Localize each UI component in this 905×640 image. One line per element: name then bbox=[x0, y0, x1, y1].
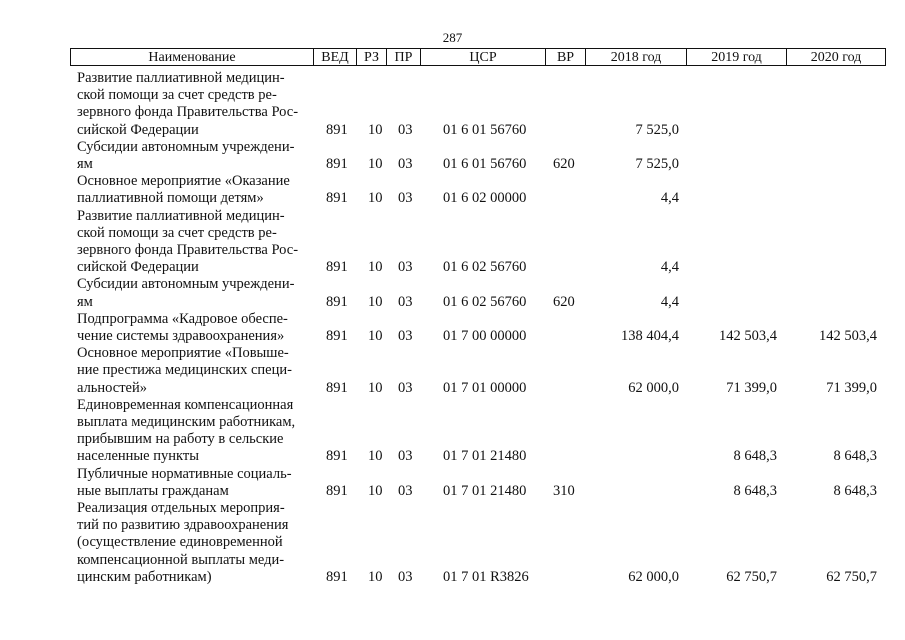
row-pr: 03 bbox=[398, 190, 413, 207]
row-csr: 01 6 02 56760 bbox=[443, 293, 527, 310]
row-2020: 62 750,7 bbox=[826, 568, 877, 585]
row-2018: 62 000,0 bbox=[628, 379, 679, 396]
row-pr: 03 bbox=[398, 379, 413, 396]
row-pr: 03 bbox=[398, 155, 413, 172]
table-row bbox=[0, 208, 905, 277]
header-name: Наименование bbox=[70, 48, 313, 66]
header-ved: ВЕД bbox=[313, 48, 356, 66]
row-csr: 01 7 01 21480 bbox=[443, 482, 527, 499]
row-2018: 62 000,0 bbox=[628, 568, 679, 585]
header-csr: ЦСР bbox=[420, 48, 545, 66]
row-name: Субсидии автономным учреждени- ям bbox=[77, 138, 295, 172]
row-rz: 10 bbox=[368, 448, 383, 465]
table-row bbox=[0, 139, 905, 173]
row-ved: 891 bbox=[326, 568, 348, 585]
row-rz: 10 bbox=[368, 568, 383, 585]
row-rz: 10 bbox=[368, 190, 383, 207]
row-2018: 4,4 bbox=[660, 293, 679, 310]
row-2019: 8 648,3 bbox=[733, 482, 777, 499]
header-vr: ВР bbox=[545, 48, 585, 66]
row-2019: 8 648,3 bbox=[733, 448, 777, 465]
table-row bbox=[0, 500, 905, 586]
table-row bbox=[0, 70, 905, 139]
row-ved: 891 bbox=[326, 121, 348, 138]
header-2020: 2020 год bbox=[786, 48, 886, 66]
table-row bbox=[0, 276, 905, 310]
row-2018: 138 404,4 bbox=[621, 327, 679, 344]
row-name: Реализация отдельных мероприя- тий по развитию здравоохранения (осуществление единовременной компенсационной выплаты меди- цинским работникам) bbox=[77, 499, 289, 585]
row-csr: 01 7 00 00000 bbox=[443, 327, 527, 344]
row-csr: 01 6 01 56760 bbox=[443, 155, 527, 172]
row-2020: 8 648,3 bbox=[833, 448, 877, 465]
row-2018: 4,4 bbox=[660, 259, 679, 276]
table-row bbox=[0, 311, 905, 345]
page-number: 287 bbox=[442, 30, 463, 45]
row-ved: 891 bbox=[326, 379, 348, 396]
row-ved: 891 bbox=[326, 448, 348, 465]
row-2018: 7 525,0 bbox=[635, 121, 679, 138]
row-csr: 01 6 01 56760 bbox=[443, 121, 527, 138]
row-name: Основное мероприятие «Оказание паллиативной помощи детям» bbox=[77, 173, 290, 207]
row-2018: 4,4 bbox=[660, 190, 679, 207]
row-2020: 71 399,0 bbox=[826, 379, 877, 396]
table-row bbox=[0, 173, 905, 207]
row-rz: 10 bbox=[368, 121, 383, 138]
row-vr: 620 bbox=[553, 155, 575, 172]
row-csr: 01 6 02 00000 bbox=[443, 190, 527, 207]
row-pr: 03 bbox=[398, 121, 413, 138]
row-csr: 01 7 01 21480 bbox=[443, 448, 527, 465]
row-ved: 891 bbox=[326, 155, 348, 172]
row-name: Единовременная компенсационная выплата медицинским работникам, прибывшим на работу в сельские населенные пункты bbox=[77, 396, 296, 465]
row-rz: 10 bbox=[368, 293, 383, 310]
row-2018: 7 525,0 bbox=[635, 155, 679, 172]
table-header bbox=[70, 48, 886, 66]
row-rz: 10 bbox=[368, 482, 383, 499]
table-row bbox=[0, 397, 905, 466]
header-pr: ПР bbox=[386, 48, 420, 66]
row-csr: 01 7 01 00000 bbox=[443, 379, 527, 396]
row-2020: 8 648,3 bbox=[833, 482, 877, 499]
row-2019: 62 750,7 bbox=[726, 568, 777, 585]
row-pr: 03 bbox=[398, 568, 413, 585]
header-2018: 2018 год bbox=[585, 48, 686, 66]
row-ved: 891 bbox=[326, 190, 348, 207]
row-rz: 10 bbox=[368, 155, 383, 172]
row-rz: 10 bbox=[368, 379, 383, 396]
row-2020: 142 503,4 bbox=[819, 327, 877, 344]
row-vr: 620 bbox=[553, 293, 575, 310]
row-rz: 10 bbox=[368, 327, 383, 344]
row-name: Субсидии автономным учреждени- ям bbox=[77, 276, 295, 310]
row-name: Развитие паллиативной медицин- ской помощи за счет средств ре- зервного фонда Правительства Рос- сийской Федерации bbox=[77, 207, 299, 276]
row-pr: 03 bbox=[398, 482, 413, 499]
table-row bbox=[0, 466, 905, 500]
row-vr: 310 bbox=[553, 482, 575, 499]
row-ved: 891 bbox=[326, 327, 348, 344]
row-ved: 891 bbox=[326, 293, 348, 310]
row-name: Публичные нормативные социаль- ные выплаты гражданам bbox=[77, 465, 292, 499]
header-2019: 2019 год bbox=[686, 48, 786, 66]
row-csr: 01 7 01 R3826 bbox=[443, 568, 529, 585]
row-name: Основное мероприятие «Повыше- ние престижа медицинских специ- альностей» bbox=[77, 345, 292, 396]
row-pr: 03 bbox=[398, 448, 413, 465]
row-2019: 71 399,0 bbox=[726, 379, 777, 396]
row-name: Подпрограмма «Кадровое обеспе- чение системы здравоохранения» bbox=[77, 310, 288, 344]
row-2019: 142 503,4 bbox=[719, 327, 777, 344]
row-ved: 891 bbox=[326, 259, 348, 276]
row-csr: 01 6 02 56760 bbox=[443, 259, 527, 276]
table-body bbox=[0, 70, 905, 586]
row-rz: 10 bbox=[368, 259, 383, 276]
table-row bbox=[0, 345, 905, 397]
row-pr: 03 bbox=[398, 259, 413, 276]
row-pr: 03 bbox=[398, 293, 413, 310]
row-pr: 03 bbox=[398, 327, 413, 344]
row-name: Развитие паллиативной медицин- ской помощи за счет средств ре- зервного фонда Правительства Рос- сийской Федерации bbox=[77, 70, 299, 138]
row-ved: 891 bbox=[326, 482, 348, 499]
header-rz: РЗ bbox=[356, 48, 386, 66]
